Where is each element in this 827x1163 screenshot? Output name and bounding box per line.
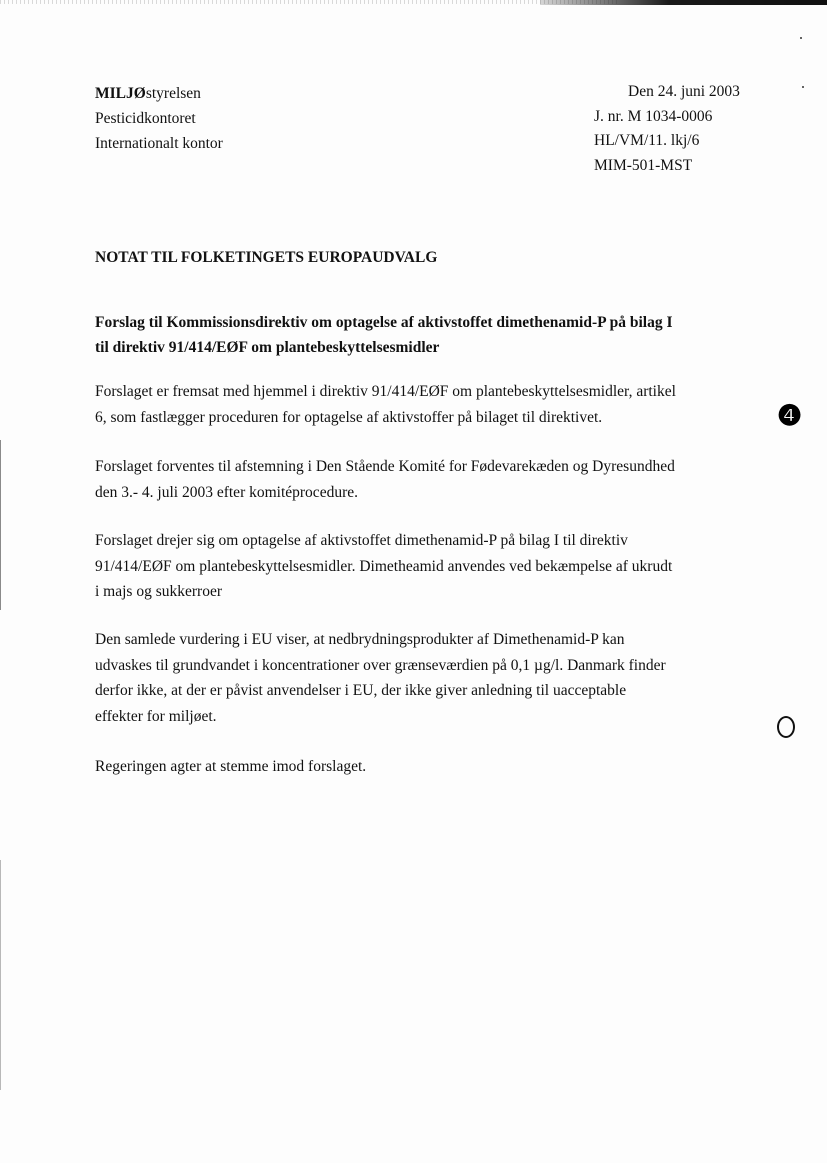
document-date: Den 24. juni 2003	[628, 83, 740, 100]
paragraph-line: Den samlede vurdering i EU viser, at nedbrydningsprodukter af Dimethenamid-P kan	[95, 631, 625, 648]
paragraph-line: Forslaget forventes til afstemning i Den Stående Komité for Fødevarekæden og Dyresundhed	[95, 458, 675, 475]
paragraph-vote	[95, 454, 765, 505]
journal-number: J. nr. M 1034-0006	[594, 107, 713, 125]
scan-top-edge	[0, 0, 827, 6]
binder-hole-mark: ❹	[777, 399, 803, 432]
paragraph-line: 91/414/EØF om plantebeskyttelsesmidler. Dimetheamid anvendes ved bekæmpelse af ukrudt	[95, 557, 673, 575]
scan-speck	[800, 37, 802, 39]
paragraph-line: derfor ikke, at der er påvist anvendelser i EU, der ikke giver anledning til uacceptable	[95, 682, 627, 699]
paragraph-line: 6, som fastlægger proceduren for optagelse af aktivstoffer på bilaget til direktivet.	[95, 408, 603, 426]
paragraph-content	[95, 528, 765, 605]
office: Internationalt kontor	[95, 135, 223, 152]
paragraph-line: i majs og sukkerroer	[95, 583, 222, 600]
subject-line: til direktiv 91/414/EØF om plantebeskyttelsesmidler	[95, 339, 440, 356]
document-code: MIM-501-MST	[594, 156, 693, 174]
paragraph-assessment	[95, 627, 765, 729]
subject-line: Forslag til Kommissionsdirektiv om optagelse af aktivstoffet dimethenamid-P på bilag I	[95, 314, 673, 331]
paragraph-line: Forslaget er fremsat med hjemmel i direktiv 91/414/EØF om plantebeskyttelsesmidler, artikel	[95, 383, 676, 400]
paragraph-government-position	[95, 754, 765, 780]
reference-block	[594, 80, 740, 178]
paragraph-line: Forslaget drejer sig om optagelse af aktivstoffet dimethenamid-P på bilag I til direktiv	[95, 532, 628, 549]
document-subject	[95, 310, 755, 360]
org-name	[95, 81, 223, 106]
scan-left-edge-line	[0, 440, 1, 610]
org-name-rest: styrelsen	[145, 85, 201, 102]
scan-dark-bar	[540, 0, 827, 5]
paragraph-line: effekter for miljøet.	[95, 707, 217, 725]
case-initials: HL/VM/11. lkj/6	[594, 132, 700, 149]
document-heading: NOTAT TIL FOLKETINGETS EUROPAUDVALG	[95, 249, 438, 266]
paragraph-legal-basis	[95, 379, 765, 430]
punch-hole-mark	[777, 716, 795, 738]
letterhead	[95, 81, 223, 156]
org-name-bold: MILJØ	[95, 85, 146, 102]
paragraph-line: udvaskes til grundvandet i koncentrationer over grænseværdien på 0,1 µg/l. Danmark finder	[95, 656, 666, 674]
scan-dotted-line	[0, 0, 620, 4]
paragraph-line: den 3.- 4. juli 2003 efter komitéprocedure.	[95, 483, 358, 501]
paragraph-line: Regeringen agter at stemme imod forslaget.	[95, 758, 367, 775]
department: Pesticidkontoret	[95, 110, 196, 127]
scan-left-edge-line	[0, 860, 1, 1090]
scan-speck	[802, 86, 804, 88]
